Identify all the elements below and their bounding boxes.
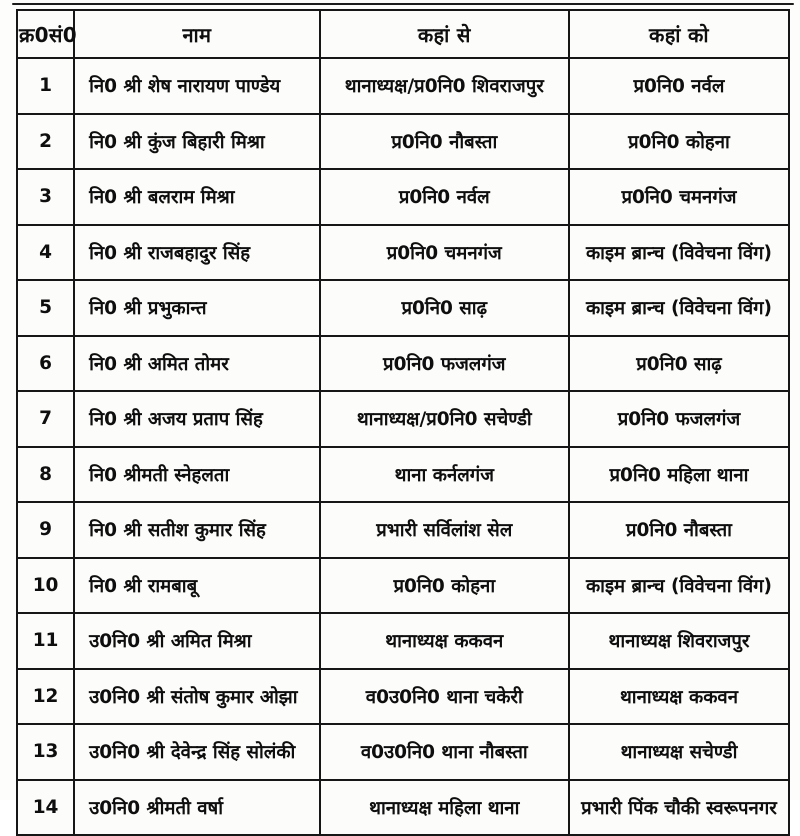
from-cell: प्रभारी सर्विलांश सेल xyxy=(320,502,569,558)
to-cell: काइम ब्रान्च (विवेचना विंग) xyxy=(569,225,789,281)
table-row xyxy=(17,669,789,725)
serial-cell: 3 xyxy=(17,169,74,225)
to-cell: प्र0नि0 नर्वल xyxy=(569,58,789,114)
serial-cell: 10 xyxy=(17,558,74,614)
from-cell: प्र0नि0 नर्वल xyxy=(320,169,569,225)
name-cell: नि0 श्री बलराम मिश्रा xyxy=(74,169,319,225)
from-cell: प्र0नि0 नौबस्ता xyxy=(320,114,569,170)
table-row xyxy=(17,391,789,447)
to-cell: प्रभारी पिंक चौकी स्वरूपनगर xyxy=(569,780,789,836)
serial-cell: 11 xyxy=(17,613,74,669)
header-from: कहां से xyxy=(320,10,569,58)
table-row xyxy=(17,169,789,225)
to-cell: प्र0नि0 साढ़ xyxy=(569,336,789,392)
from-cell: थानाध्यक्ष ककवन xyxy=(320,613,569,669)
to-cell: काइम ब्रान्च (विवेचना विंग) xyxy=(569,558,789,614)
from-cell: थानाध्यक्ष महिला थाना xyxy=(320,780,569,836)
to-cell: प्र0नि0 महिला थाना xyxy=(569,447,789,503)
serial-cell: 12 xyxy=(17,669,74,725)
table-row xyxy=(17,613,789,669)
serial-cell: 13 xyxy=(17,724,74,780)
table-row xyxy=(17,502,789,558)
serial-cell: 4 xyxy=(17,225,74,281)
from-cell: प्र0नि0 फजलगंज xyxy=(320,336,569,392)
to-cell: प्र0नि0 फजलगंज xyxy=(569,391,789,447)
name-cell: नि0 श्री अजय प्रताप सिंह xyxy=(74,391,319,447)
serial-cell: 9 xyxy=(17,502,74,558)
name-cell: नि0 श्री अमित तोमर xyxy=(74,336,319,392)
from-cell: व0उ0नि0 थाना चकेरी xyxy=(320,669,569,725)
table-row xyxy=(17,225,789,281)
table-row xyxy=(17,558,789,614)
header-to: कहां को xyxy=(569,10,789,58)
table-row xyxy=(17,58,789,114)
from-cell: प्र0नि0 साढ़ xyxy=(320,280,569,336)
from-cell: व0उ0नि0 थाना नौबस्ता xyxy=(320,724,569,780)
serial-cell: 5 xyxy=(17,280,74,336)
serial-cell: 8 xyxy=(17,447,74,503)
table-row xyxy=(17,336,789,392)
from-cell: प्र0नि0 चमनगंज xyxy=(320,225,569,281)
from-cell: थानाध्यक्ष/प्र0नि0 सचेण्डी xyxy=(320,391,569,447)
serial-cell: 6 xyxy=(17,336,74,392)
to-cell: थानाध्यक्ष सचेण्डी xyxy=(569,724,789,780)
name-cell: नि0 श्री प्रभुकान्त xyxy=(74,280,319,336)
serial-cell: 14 xyxy=(17,780,74,836)
header-name: नाम xyxy=(74,10,319,58)
from-cell: थाना कर्नलगंज xyxy=(320,447,569,503)
to-cell: थानाध्यक्ष ककवन xyxy=(569,669,789,725)
serial-cell: 1 xyxy=(17,58,74,114)
table-row xyxy=(17,447,789,503)
table-row xyxy=(17,780,789,836)
serial-cell: 2 xyxy=(17,114,74,170)
name-cell: उ0नि0 श्री देवेन्द्र सिंह सोलंकी xyxy=(74,724,319,780)
name-cell: नि0 श्री सतीश कुमार सिंह xyxy=(74,502,319,558)
transfer-posting-table xyxy=(16,9,790,836)
from-cell: प्र0नि0 कोहना xyxy=(320,558,569,614)
name-cell: नि0 श्री शेष नारायण पाण्डेय xyxy=(74,58,319,114)
name-cell: उ0नि0 श्री संतोष कुमार ओझा xyxy=(74,669,319,725)
table-row xyxy=(17,280,789,336)
name-cell: नि0 श्री राजबहादुर सिंह xyxy=(74,225,319,281)
header-serial-number: क्र0सं0 xyxy=(17,10,74,58)
to-cell: काइम ब्रान्च (विवेचना विंग) xyxy=(569,280,789,336)
name-cell: नि0 श्री रामबाबू xyxy=(74,558,319,614)
name-cell: नि0 श्रीमती स्नेहलता xyxy=(74,447,319,503)
to-cell: प्र0नि0 नौबस्ता xyxy=(569,502,789,558)
table-row xyxy=(17,724,789,780)
serial-cell: 7 xyxy=(17,391,74,447)
scan-top-rule xyxy=(12,3,794,5)
table-header-row xyxy=(17,10,789,58)
to-cell: थानाध्यक्ष शिवराजपुर xyxy=(569,613,789,669)
to-cell: प्र0नि0 कोहना xyxy=(569,114,789,170)
name-cell: उ0नि0 श्री अमित मिश्रा xyxy=(74,613,319,669)
name-cell: उ0नि0 श्रीमती वर्षा xyxy=(74,780,319,836)
to-cell: प्र0नि0 चमनगंज xyxy=(569,169,789,225)
from-cell: थानाध्यक्ष/प्र0नि0 शिवराजपुर xyxy=(320,58,569,114)
table-row xyxy=(17,114,789,170)
name-cell: नि0 श्री कुंज बिहारी मिश्रा xyxy=(74,114,319,170)
